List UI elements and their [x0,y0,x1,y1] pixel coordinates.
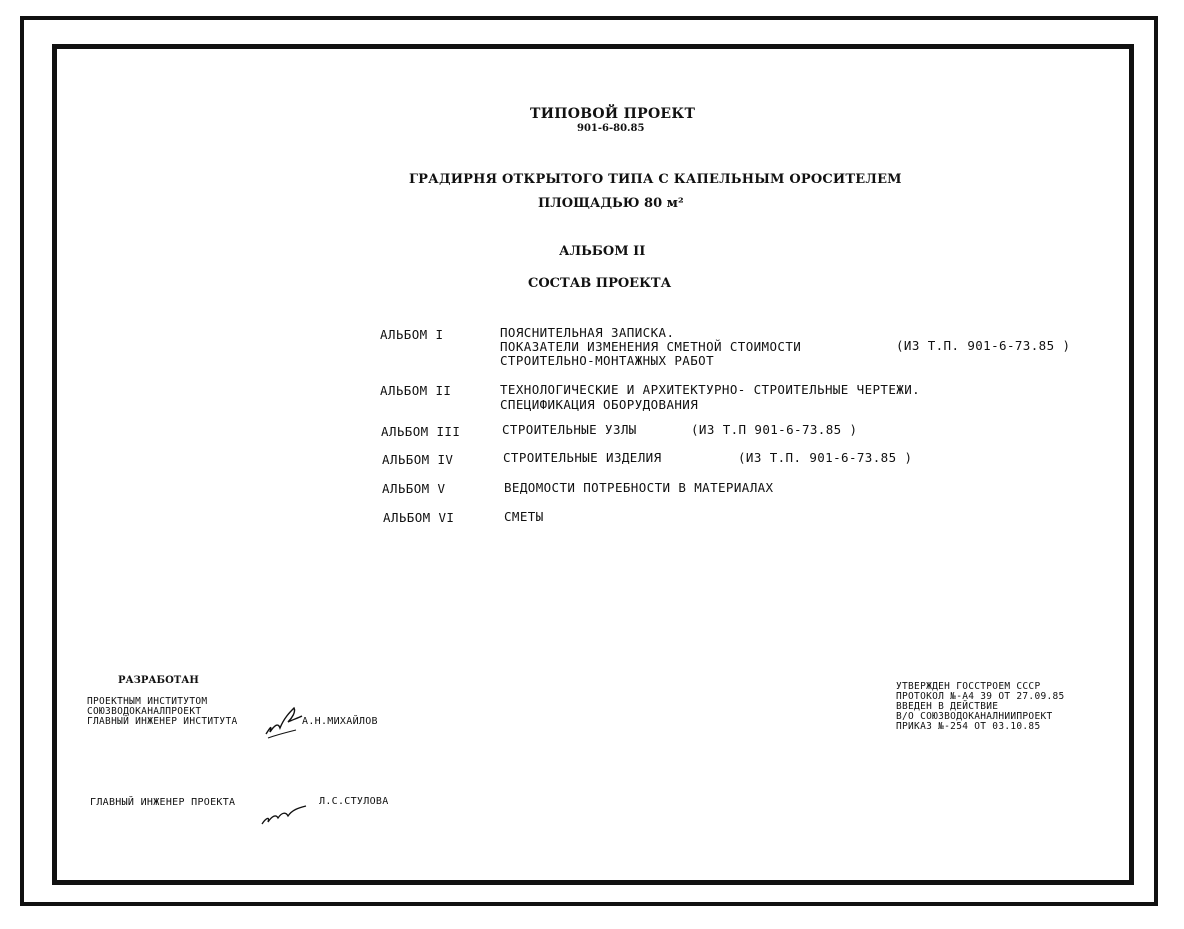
album-4-label: АЛЬБОМ IV [382,452,454,467]
album-6-line1: СМЕТЫ [504,509,544,524]
album-1-ref: (ИЗ Т.П. 901-6-73.85 ) [896,338,1071,353]
signature-stulova [258,800,310,828]
developer-name: А.Н.МИХАЙЛОВ [302,716,378,727]
album-1-label: АЛЬБОМ I [380,327,444,342]
project-name-line2: ПЛОЩАДЬЮ 80 м² [538,196,684,211]
album-1-line2: ПОКАЗАТЕЛИ ИЗМЕНЕНИЯ СМЕТНОЙ СТОИМОСТИ [500,339,802,354]
project-name-line1: ГРАДИРНЯ ОТКРЫТОГО ТИПА С КАПЕЛЬНЫМ ОРОСИТЕЛЕМ [409,172,902,187]
developer-heading: РАЗРАБОТАН [118,675,199,686]
album-2-label: АЛЬБОМ II [380,383,452,398]
album-3-line1: СТРОИТЕЛЬНЫЕ УЗЛЫ [502,422,637,437]
approval-line2: ПРОТОКОЛ №-А4 39 ОТ 27.09.85 [896,691,1065,702]
album-4-line1: СТРОИТЕЛЬНЫЕ ИЗДЕЛИЯ [503,450,662,465]
chief-engineer-label: ГЛАВНЫЙ ИНЖЕНЕР ПРОЕКТА [90,797,236,808]
album-3-label: АЛЬБОМ III [381,424,461,439]
album-3-ref: (ИЗ Т.П 901-6-73.85 ) [691,422,858,437]
album-5-line1: ВЕДОМОСТИ ПОТРЕБНОСТИ В МАТЕРИАЛАХ [504,480,774,495]
album-1-line3: СТРОИТЕЛЬНО-МОНТАЖНЫХ РАБОТ [500,353,714,368]
album-heading: АЛЬБОМ II [559,244,646,259]
signature-mikhailov [262,702,304,740]
approval-line5: ПРИКАЗ №-254 ОТ 03.10.85 [896,721,1041,732]
document-type-title: ТИПОВОЙ ПРОЕКТ [530,106,696,122]
developer-line1: ПРОЕКТНЫМ ИНСТИТУТОМ [87,696,208,707]
album-1-line1: ПОЯСНИТЕЛЬНАЯ ЗАПИСКА. [500,325,675,340]
project-number: 901-6-80.85 [577,123,645,134]
chief-engineer-name: Л.С.СТУЛОВА [319,796,389,807]
album-4-ref: (ИЗ Т.П. 901-6-73.85 ) [738,450,913,465]
composition-heading: СОСТАВ ПРОЕКТА [528,276,672,291]
developer-line3: ГЛАВНЫЙ ИНЖЕНЕР ИНСТИТУТА [87,716,238,727]
approval-line1: УТВЕРЖДЕН ГОССТРОЕМ СССР [896,681,1041,692]
approval-line3: ВВЕДЕН В ДЕЙСТВИЕ [896,701,999,712]
album-2-line1: ТЕХНОЛОГИЧЕСКИЕ И АРХИТЕКТУРНО- СТРОИТЕЛЬНЫЕ ЧЕРТЕЖИ. [500,382,921,397]
developer-line2: СОЮЗВОДОКАНАЛПРОЕКТ [87,706,202,717]
album-6-label: АЛЬБОМ VI [383,510,455,525]
album-5-label: АЛЬБОМ V [382,481,446,496]
approval-line4: В/О СОЮЗВОДОКАНАЛНИИПРОЕКТ [896,711,1053,722]
album-2-line2: СПЕЦИФИКАЦИЯ ОБОРУДОВАНИЯ [500,397,699,412]
